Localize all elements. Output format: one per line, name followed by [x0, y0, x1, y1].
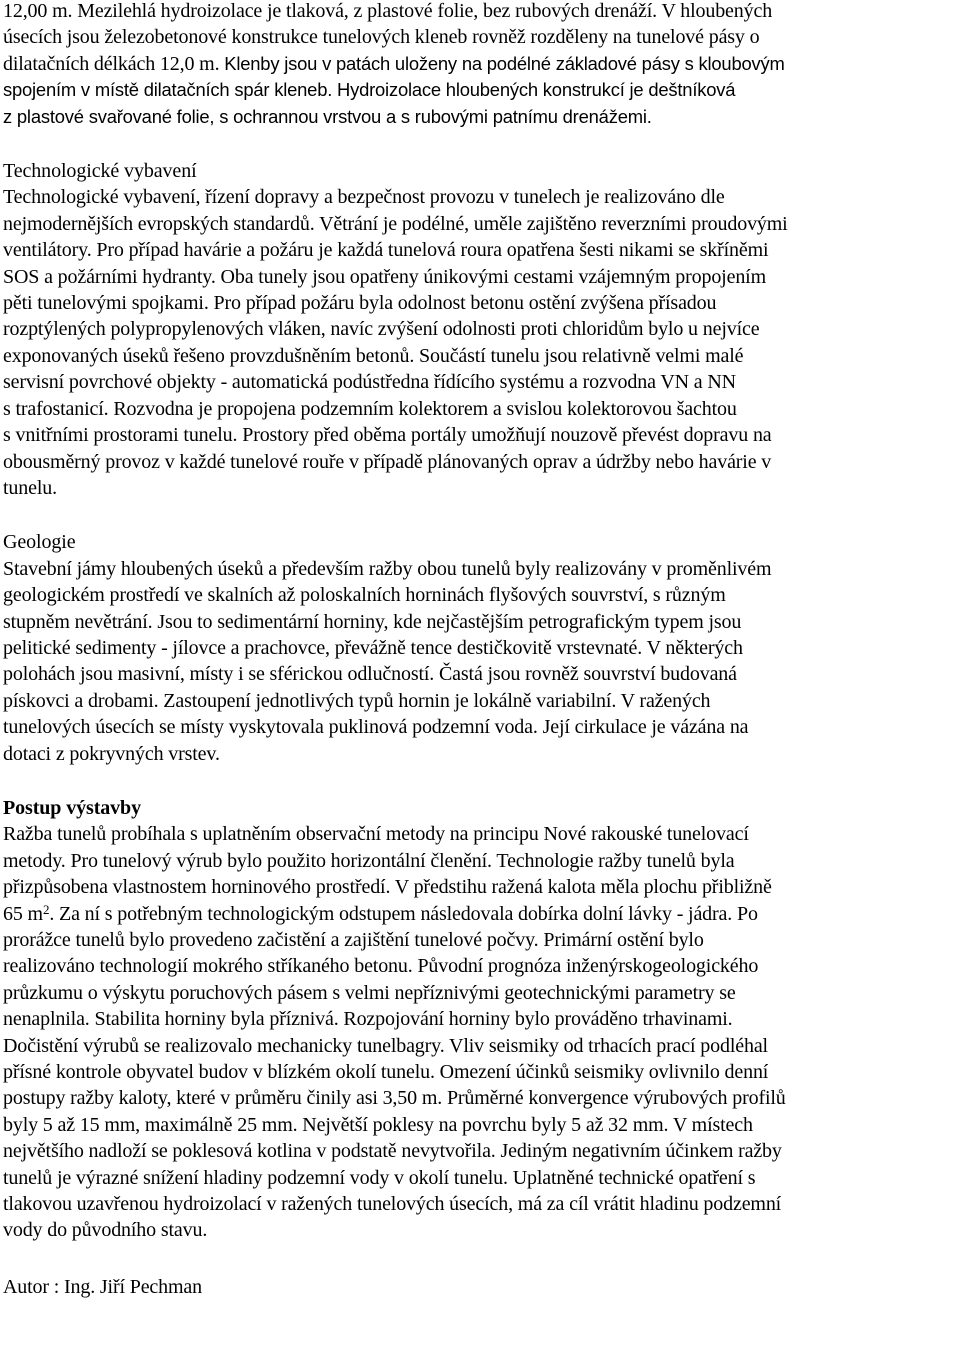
intro-line-2: úsecích jsou železobetonové konstrukce tunelových kleneb rovněž rozděleny na tunelové pásy o: [3, 26, 760, 49]
construction-text-a: Ražba tunelů probíhala s uplatněním observační metody na principu Nové rakouské tunelovací metody. Pro tunelový výrub bylo použito horizontální členění. Technologie ražby tunelů byla přizpůsobena vlastnostem horninového prostředí. V předstihu ražená kalota měla plochu přibližně 65 m: [3, 823, 772, 925]
construction-heading: Postup výstavby: [3, 796, 141, 819]
document-page: [3, 0, 957, 1300]
technology-heading: Technologické vybavení: [3, 160, 197, 183]
area-unit-superscript: 2: [42, 901, 50, 917]
geology-paragraph: Stavební jámy hloubených úseků a především ražby obou tunelů byly realizovány v proměnlivém geologickém prostředí ve skalních až poloskalních horninách flyšových souvrství, s různým stupněm nevětrání. Jsou to sedimentární horniny, kde nejčastějším petrografickým typem jsou pelitické sedimenty - jílovce a prachovce, převážně tence destičkovitě vrstevnaté. V některých polohách jsou masivní, místy i se sférickou odlučností. Častá jsou rovněž souvrství budovaná pískovci a drobami. Zastoupení jednotlivých typů hornin je lokálně variabilní. V ražených tunelových úsecích se místy vyskytovala puklinová podzemní voda. Její cirkulace je vázána na dotaci z pokryvných vrstev.: [3, 557, 772, 765]
geology-heading: Geologie: [3, 531, 76, 554]
intro-sans-3: Hydroizolace hloubených konstrukcí je deštníková: [337, 79, 736, 101]
intro-line-3: dilatačních délkách 12,0 m.: [3, 52, 220, 75]
construction-paragraph: [3, 821, 957, 1244]
intro-sans-4: z plastové svařované folie, s ochrannou vrstvou a s rubovými patnímu drenážemi.: [3, 105, 652, 127]
intro-paragraph: [3, 0, 957, 130]
technology-paragraph: Technologické vybavení, řízení dopravy a bezpečnost provozu v tunelech je realizováno dle nejmodernějších evropských standardů. Větrání je podélné, uměle zajištěno reverzními proudovými ventilátory. Pro případ havárie a požáru je každá tunelová roura opatřena šesti nikami se skříněmi SOS a požárními hydranty. Oba tunely jsou opatřeny únikovými cestami vzájemným propojením pěti tunelovými spojkami. Pro případ požáru byla odolnost betonu ostění zvýšena přísadou rozptýlených polypropylenových vláken, navíc zvýšení odolnosti proti chloridům bylo u nejvíce exponovaných úseků řešeno provzdušněním betonů. Součástí tunelu jsou relativně velmi malé servisní povrchové objekty - automatická podústředna řídícího systému a rozvodna VN a NN s trafostanicí. Rozvodna je propojena podzemním kolektorem a svislou kolektorovou šachtou s vnitřními prostorami tunelu. Prostory před oběma portály umožňují nouzově převést dopravu na obousměrný provoz v každé tunelové rouře v případě plánovaných oprav a údržby nebo havárie v tunelu.: [3, 186, 788, 499]
construction-text-b: . Za ní s potřebným technologickým odstupem následovala dobírka dolní lávky - jádra. Po prorážce tunelů bylo provedeno začistění a zajištění tunelové počvy. Primární ostění bylo realizováno technologií mokrého stříkaného betonu. Původní prognóza inženýrskogeologického průzkumu o výskytu poruchových pásem s velmi nepříznivými geotechnickými parametry se nenaplnila. Stabilita horniny byla příznivá. Rozpojování horniny bylo prováděno trhavinami. Dočistění výrubů se realizovalo mechanicky tunelbagry. Vliv seismiky od trhacích prací podléhal přísné kontrole obyvatel budov v blízkém okolí tunelu. Omezení účinků seismiky ovlivnilo denní postupy ražby kaloty, které v průměru činily asi 3,50 m. Průměrné konvergence výrubových profilů byly 5 až 15 mm, maximálně 25 mm. Největší poklesy na povrchu byly 5 až 32 mm. V místech největšího nadloží se poklesová kotlina v podstatě nevytvořila. Jediným negativním účinkem ražby tunelů je výrazné snížení hladiny podzemní vody v okolí tunelu. Uplatněné technické opatření s tlakovou uzavřenou hydroizolací v ražených tunelových úsecích, má za cíl vrátit hladinu podzemní vody do původního stavu.: [3, 902, 786, 1242]
intro-sans-1: Klenby jsou v patách uloženy na podélné základové pásy s kloubovým: [224, 52, 785, 74]
author-line: Autor : Ing. Jiří Pechman: [3, 1275, 202, 1298]
intro-sans-2: spojením v místě dilatačních spár kleneb.: [3, 79, 333, 101]
intro-line-1: 12,00 m. Mezilehlá hydroizolace je tlaková, z plastové folie, bez rubových drenáží. V hloubených: [3, 0, 773, 22]
